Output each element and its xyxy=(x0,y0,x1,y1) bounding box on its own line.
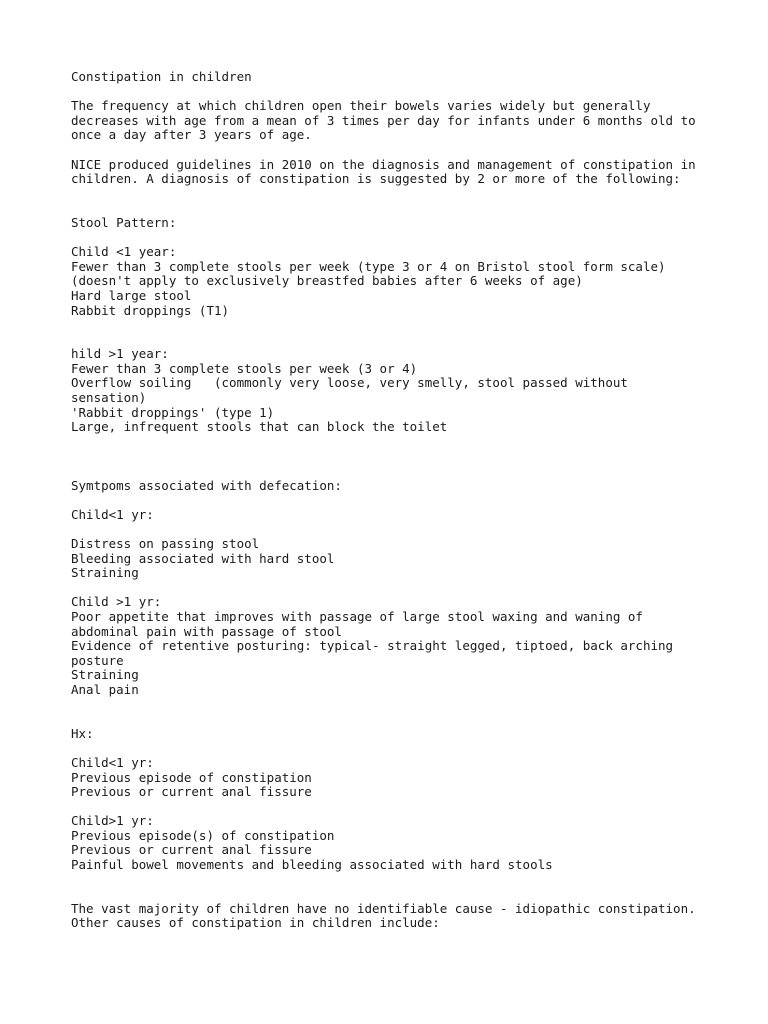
list-item: (doesn't apply to exclusively breastfed babies after 6 weeks of age) xyxy=(71,273,583,289)
paragraph-line: Other causes of constipation in children include: xyxy=(71,915,440,931)
list-item: Child>1 yr: xyxy=(71,813,154,829)
list-item: posture xyxy=(71,652,124,668)
list-item: sensation) xyxy=(71,390,147,406)
list-item: Anal pain xyxy=(71,681,139,697)
list-item: Fewer than 3 complete stools per week (3 or 4) xyxy=(71,360,418,376)
document-page xyxy=(71,70,731,931)
nice-paragraph xyxy=(71,158,731,187)
list-item: hild >1 year: xyxy=(71,346,169,362)
subheading-child-under-1: Child<1 yr: xyxy=(71,506,154,522)
list-item: Hard large stool xyxy=(71,287,192,303)
list-item: Previous or current anal fissure xyxy=(71,842,312,858)
history-over-1 xyxy=(71,814,731,872)
list-item: Overflow soiling (commonly very loose, very smelly, stool passed without xyxy=(71,375,628,391)
stool-pattern-under-1 xyxy=(71,245,731,318)
list-item: Painful bowel movements and bleeding associated with hard stools xyxy=(71,857,553,873)
section-heading-symptoms: Symtpoms associated with defecation: xyxy=(71,477,342,493)
history-under-1 xyxy=(71,756,731,800)
list-item: Previous episode(s) of constipation xyxy=(71,827,335,843)
section-heading-stool-pattern: Stool Pattern: xyxy=(71,214,177,230)
paragraph-line: children. A diagnosis of constipation is suggested by 2 or more of the following: xyxy=(71,171,681,187)
intro-paragraph xyxy=(71,99,731,143)
list-item: Distress on passing stool xyxy=(71,536,260,552)
list-item: Fewer than 3 complete stools per week (type 3 or 4 on Bristol stool form scale) xyxy=(71,258,666,274)
paragraph-line: The frequency at which children open their bowels varies widely but generally xyxy=(71,98,651,114)
list-item: Evidence of retentive posturing: typical- straight legged, tiptoed, back arching xyxy=(71,638,674,654)
list-item: Straining xyxy=(71,667,139,683)
paragraph-line: NICE produced guidelines in 2010 on the diagnosis and management of constipation in xyxy=(71,156,696,172)
list-item: Child<1 yr: xyxy=(71,754,154,770)
list-item: Previous or current anal fissure xyxy=(71,784,312,800)
list-item: Bleeding associated with hard stool xyxy=(71,550,335,566)
document-title: Constipation in children xyxy=(71,69,252,84)
symptoms-over-1 xyxy=(71,595,731,697)
stool-pattern-over-1 xyxy=(71,347,731,435)
list-item: Rabbit droppings (T1) xyxy=(71,302,230,318)
symptoms-under-1 xyxy=(71,537,731,581)
closing-paragraph xyxy=(71,902,731,931)
paragraph-line: The vast majority of children have no identifiable cause - idiopathic constipation. xyxy=(71,900,696,916)
list-item: Poor appetite that improves with passage of large stool waxing and waning of xyxy=(71,608,643,624)
paragraph-line: once a day after 3 years of age. xyxy=(71,127,312,143)
paragraph-line: decreases with age from a mean of 3 times per day for infants under 6 months old to xyxy=(71,112,696,128)
list-item: Large, infrequent stools that can block the toilet xyxy=(71,419,448,435)
list-item: 'Rabbit droppings' (type 1) xyxy=(71,404,275,420)
list-item: abdominal pain with passage of stool xyxy=(71,623,342,639)
list-item: Child <1 year: xyxy=(71,244,177,260)
list-item: Child >1 yr: xyxy=(71,594,162,610)
list-item: Previous episode of constipation xyxy=(71,769,312,785)
list-item: Straining xyxy=(71,565,139,581)
section-heading-history: Hx: xyxy=(71,725,94,741)
